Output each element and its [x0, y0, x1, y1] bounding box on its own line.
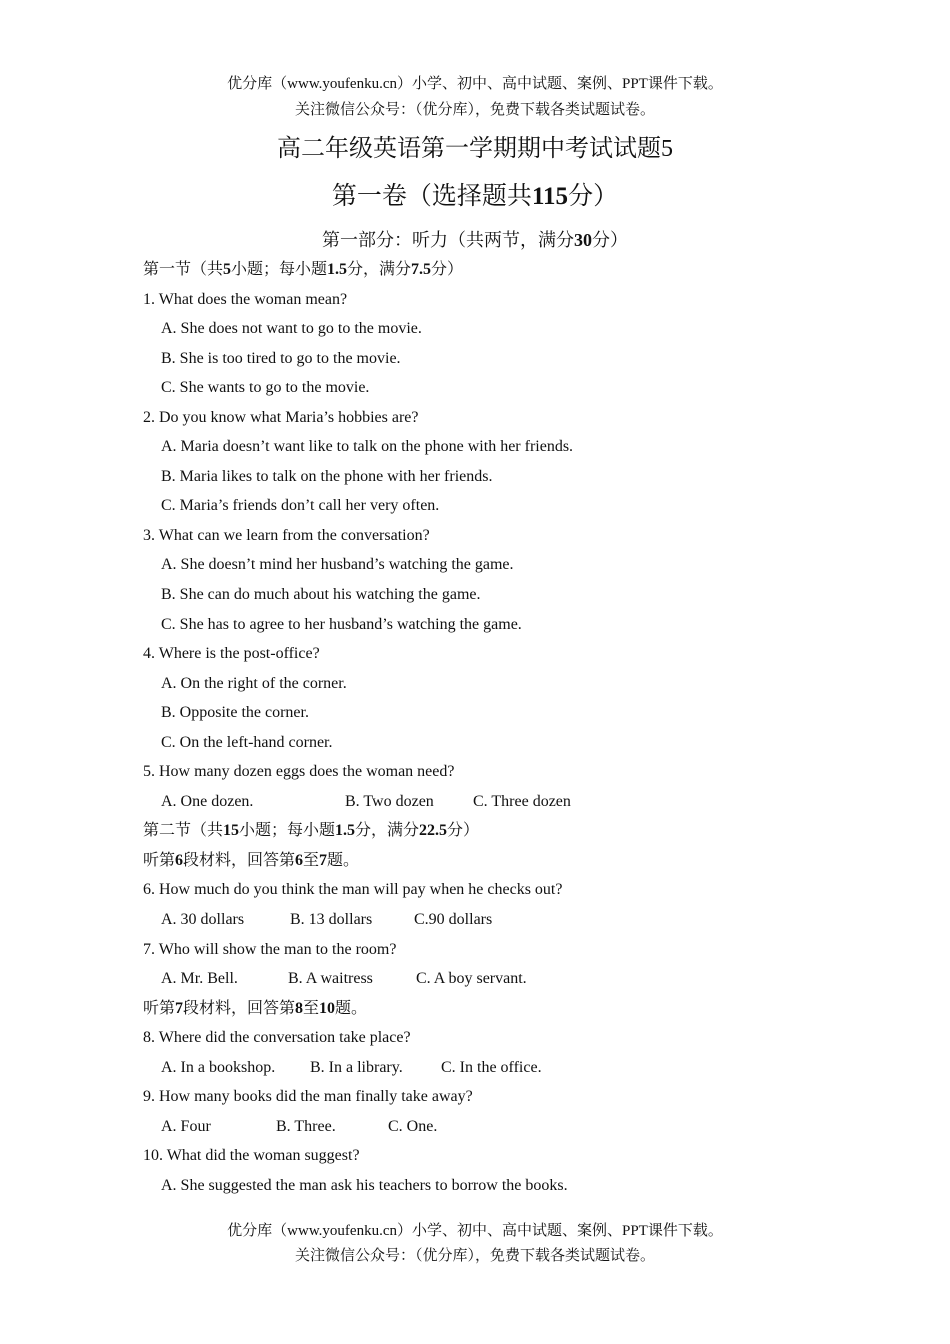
part-title: 第一部分：听力（共两节，满分30分）	[322, 230, 628, 250]
section-1-heading: 第一节（共5小题；每小题1.5分，满分7.5分）	[143, 261, 464, 278]
q7-option-b: B. A waitress	[288, 970, 373, 988]
q6-option-c: C.90 dollars	[414, 911, 493, 929]
q5-option-a: A. One dozen.	[161, 792, 254, 810]
header-line-1: 优分库（www.youfenku.cn）小学、初中、高中试题、案例、PPT课件下载。	[227, 76, 723, 92]
q1-option-c: C. She wants to go to the movie.	[161, 379, 370, 397]
q5-options	[143, 787, 843, 817]
q5-option-c: C. Three dozen	[473, 792, 571, 810]
q5-option-b: B. Two dozen	[345, 792, 434, 810]
q6-option-a: A. 30 dollars	[161, 911, 245, 929]
exam-title: 高二年级英语第一学期期中考试试题5	[277, 136, 673, 162]
footer-line-1: 优分库（www.youfenku.cn）小学、初中、高中试题、案例、PPT课件下载。	[227, 1223, 723, 1239]
question-body	[143, 255, 843, 1201]
question-8: 8. Where did the conversation take place?	[143, 1029, 411, 1047]
q6-option-b: B. 13 dollars	[290, 911, 373, 929]
q9-options	[143, 1112, 843, 1142]
page-header	[0, 74, 950, 120]
q8-option-b: B. In a library.	[310, 1058, 403, 1076]
q8-option-a: A. In a bookshop.	[161, 1058, 276, 1076]
q10-option-a: A. She suggested the man ask his teachers to borrow the books.	[161, 1176, 568, 1194]
q3-option-b: B. She can do much about his watching the game.	[161, 586, 481, 604]
q9-option-b: B. Three.	[276, 1117, 336, 1135]
question-2: 2. Do you know what Maria’s hobbies are?	[143, 408, 419, 426]
material-7-heading: 听第7段材料，回答第8至10题。	[143, 999, 368, 1017]
q9-option-a: A. Four	[161, 1117, 211, 1135]
question-3: 3. What can we learn from the conversation?	[143, 526, 430, 544]
q7-options	[143, 964, 843, 994]
q4-option-a: A. On the right of the corner.	[161, 674, 347, 692]
question-1: 1. What does the woman mean?	[143, 290, 348, 308]
question-10: 10. What did the woman suggest?	[143, 1147, 360, 1165]
question-5: 5. How many dozen eggs does the woman need?	[143, 763, 455, 781]
q1-option-b: B. She is too tired to go to the movie.	[161, 349, 401, 367]
footer-line-2: 关注微信公众号：（优分库），免费下载各类试题试卷。	[294, 1248, 655, 1264]
q8-options	[143, 1053, 843, 1083]
q8-option-c: C. In the office.	[441, 1058, 542, 1076]
question-4: 4. Where is the post-office?	[143, 645, 320, 663]
volume-title: 第一卷（选择题共115分）	[331, 183, 619, 210]
question-7: 7. Who will show the man to the room?	[143, 940, 397, 958]
q9-option-c: C. One.	[388, 1117, 438, 1135]
section-2-heading: 第二节（共15小题；每小题1.5分，满分22.5分）	[143, 822, 480, 840]
material-6-heading: 听第6段材料，回答第6至7题。	[143, 851, 360, 869]
q4-option-c: C. On the left-hand corner.	[161, 733, 333, 751]
q3-option-a: A. She doesn’t mind her husband’s watching the game.	[161, 556, 514, 574]
q2-option-b: B. Maria likes to talk on the phone with her friends.	[161, 467, 493, 485]
question-9: 9. How many books did the man finally take away?	[143, 1088, 473, 1106]
q4-option-b: B. Opposite the corner.	[161, 704, 309, 722]
q7-option-a: A. Mr. Bell.	[161, 970, 238, 988]
q2-option-a: A. Maria doesn’t want like to talk on the phone with her friends.	[161, 438, 574, 456]
question-6: 6. How much do you think the man will pay when he checks out?	[143, 881, 563, 899]
q2-option-c: C. Maria’s friends don’t call her very often.	[161, 497, 440, 515]
q7-option-c: C. A boy servant.	[416, 970, 527, 988]
q6-options	[143, 905, 843, 935]
header-line-2: 关注微信公众号：（优分库），免费下载各类试题试卷。	[294, 102, 655, 118]
page-footer	[0, 1221, 950, 1266]
q1-option-a: A. She does not want to go to the movie.	[161, 320, 422, 338]
q3-option-c: C. She has to agree to her husband’s watching the game.	[161, 615, 522, 633]
